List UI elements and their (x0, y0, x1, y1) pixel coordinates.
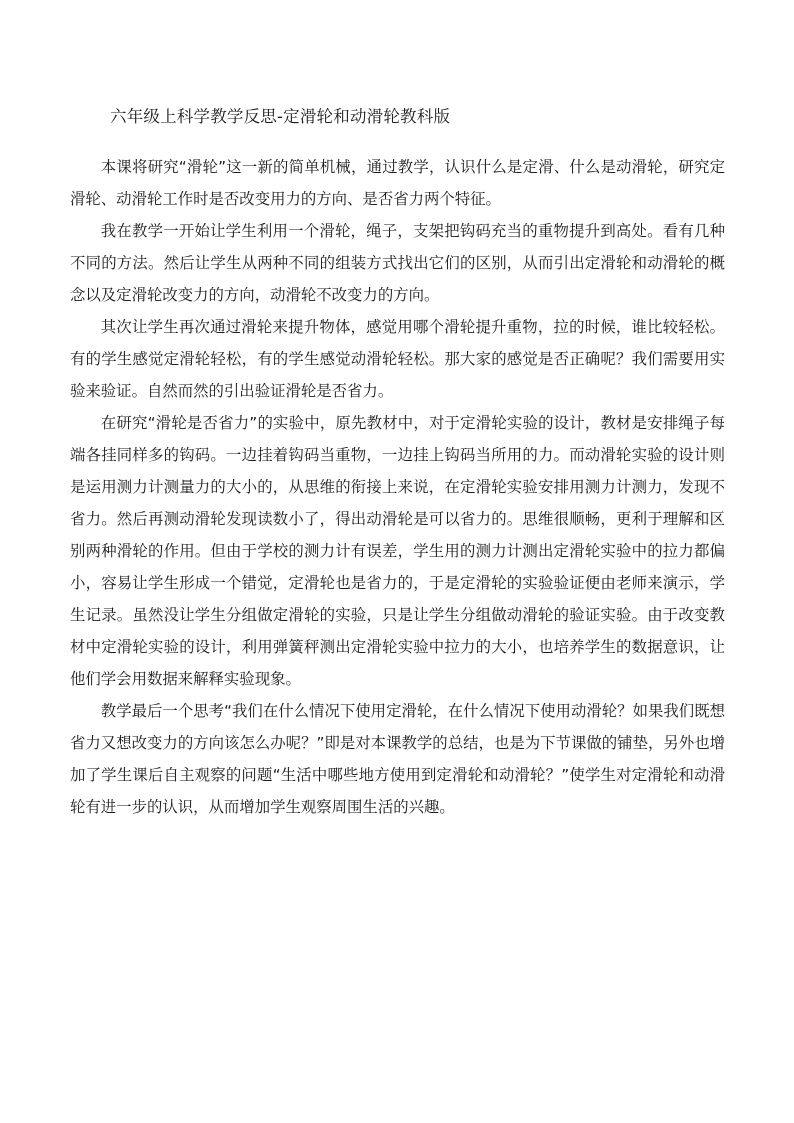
paragraph-4: 在研究“滑轮是否省力”的实验中，原先教材中，对于定滑轮实验的设计，教材是安排绳子每端各挂同样多的钩码。一边挂着钩码当重物，一边挂上钩码当所用的力。而动滑轮实验的设计则是运用测力计测量力的大小的，从思维的衔接上来说，在定滑轮实验安排用测力计测力，发现不省力。然后再测动滑轮发现读数小了，得出动滑轮是可以省力的。思维很顺畅，更利于理解和区别两种滑轮的作用。但由于学校的测力计有误差，学生用的测力计测出定滑轮实验中的拉力都偏小，容易让学生形成一个错觉，定滑轮也是省力的，于是定滑轮的实验验证便由老师来演示，学生记录。虽然没让学生分组做定滑轮的实验，只是让学生分组做动滑轮的验证实验。由于改变教材中定滑轮实验的设计，利用弹簧秤测出定滑轮实验中拉力的大小，也培养学生的数据意识，让他们学会用数据来解释实验现象。 (70, 414, 725, 688)
paragraph-2: 我在教学一开始让学生利用一个滑轮，绳子，支架把钩码充当的重物提升到高处。看有几种不同的方法。然后让学生从两种不同的组装方式找出它们的区别，从而引出定滑轮和动滑轮的概念以及定滑轮改变力的方向，动滑轮不改变力的方向。 (70, 222, 725, 304)
paragraph-1: 本课将研究“滑轮”这一新的简单机械，通过教学，认识什么是定滑、什么是动滑轮，研究定滑轮、动滑轮工作时是否改变用力的方向、是否省力两个特征。 (70, 158, 725, 208)
document-title: 六年级上科学教学反思-定滑轮和动滑轮教科版 (110, 107, 451, 126)
paragraph-5: 教学最后一个思考“我们在什么情况下使用定滑轮，在什么情况下使用动滑轮？如果我们既想省力又想改变力的方向该怎么办呢？”即是对本课教学的总结，也是为下节课做的铺垫，另外也增加了学生课后自主观察的问题“生活中哪些地方使用到定滑轮和动滑轮？”使学生对定滑轮和动滑轮有进一步的认识，从而增加学生观察周围生活的兴趣。 (70, 702, 725, 816)
paragraph-3: 其次让学生再次通过滑轮来提升物体，感觉用哪个滑轮提升重物，拉的时候，谁比较轻松。有的学生感觉定滑轮轻松，有的学生感觉动滑轮轻松。那大家的感觉是否正确呢？我们需要用实验来验证。自然而然的引出验证滑轮是否省力。 (70, 318, 725, 400)
document-body (70, 151, 725, 823)
